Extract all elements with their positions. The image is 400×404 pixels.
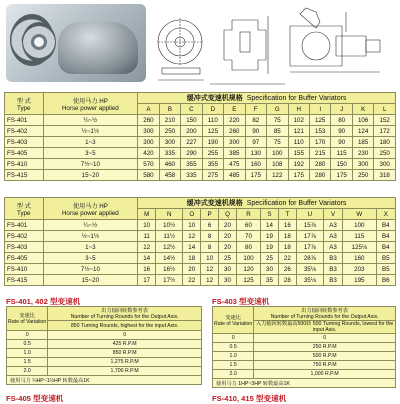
cell-value: 25 <box>261 253 279 264</box>
cell-value: 125 <box>236 275 260 286</box>
cell-value: B4 <box>376 231 395 242</box>
col-header: L <box>374 104 396 115</box>
cell-ratio: 1.0 <box>213 352 254 361</box>
col-header: B <box>159 104 180 115</box>
cell-value: 150 <box>181 115 202 126</box>
cell-ratio: 2.0 <box>7 367 48 376</box>
cell-value: 19 <box>261 242 279 253</box>
cell-value: 260 <box>224 126 245 137</box>
cell-value: B6 <box>376 275 395 286</box>
cell-ratio: 1.5 <box>213 361 254 370</box>
table-row <box>5 170 396 181</box>
cell-value: 215 <box>309 148 330 159</box>
cell-value: 255 <box>202 148 223 159</box>
cell-type: FS-401 <box>5 115 44 126</box>
cell-value: 180 <box>374 137 396 148</box>
cell-value: 80 <box>331 115 352 126</box>
turns-header: 出力轴回转数参考表 Number of Turning Rounds for the Output Axis. <box>48 307 202 321</box>
turns-row <box>7 367 202 376</box>
col-header: D <box>202 104 223 115</box>
col-header: V <box>323 209 342 220</box>
cell-value: 35 <box>261 275 279 286</box>
cell-value: 17⅞ <box>296 242 323 253</box>
cell-value: 200 <box>181 126 202 137</box>
cell-value: A3 <box>323 231 342 242</box>
table-row <box>5 137 396 148</box>
cell-value: B3 <box>323 264 342 275</box>
col-header: I <box>309 104 330 115</box>
cell-value: 12½ <box>156 242 183 253</box>
cell-value: 122 <box>267 170 288 181</box>
cell-value: 570 <box>138 159 159 170</box>
cell-value: 22 <box>278 253 296 264</box>
cell-value: 75 <box>267 115 288 126</box>
col-header: E <box>224 104 245 115</box>
section-title-fs403: FS-403 型变速机 <box>212 297 270 306</box>
cell-rpm: 500 R.P.M <box>254 352 396 361</box>
cell-hp: 7½~10 <box>43 264 138 275</box>
cell-value: B4 <box>376 220 395 231</box>
cell-value: 60 <box>236 220 260 231</box>
cell-value: 90 <box>331 126 352 137</box>
cell-value: 20 <box>219 231 237 242</box>
cell-type: FS-405 <box>5 253 44 264</box>
cell-value: 10 <box>201 253 219 264</box>
cell-value: 8 <box>201 231 219 242</box>
cell-ratio: 0 <box>213 334 254 343</box>
cell-rpm: 1,000 R.P.M <box>254 370 396 379</box>
cell-value: 30 <box>261 264 279 275</box>
cell-value: 19 <box>261 231 279 242</box>
table-body <box>5 115 396 181</box>
cell-value: 275 <box>202 170 223 181</box>
cell-value: 16 <box>138 264 156 275</box>
cell-type: FS-402 <box>5 126 44 137</box>
technical-drawing <box>150 2 396 88</box>
cell-value: 300 <box>138 137 159 148</box>
cell-rpm: 850 R.P.M <box>48 349 202 358</box>
ratio-header: 变速比 Rate of Variation <box>213 307 254 334</box>
col-header: N <box>156 209 183 220</box>
cell-hp: ½~1½ <box>43 126 138 137</box>
cell-value: 335 <box>159 148 180 159</box>
cell-value: 580 <box>138 170 159 181</box>
col-header: F <box>245 104 266 115</box>
cell-value: 203 <box>343 264 376 275</box>
col-header: C <box>181 104 202 115</box>
cell-value: 280 <box>309 170 330 181</box>
turns-row <box>7 340 202 349</box>
col-header: X <box>376 209 395 220</box>
cell-value: 17⅞ <box>296 231 323 242</box>
cell-ratio: 0.5 <box>7 340 48 349</box>
turns-row <box>213 361 396 370</box>
cell-value: 125 <box>202 126 223 137</box>
table-row <box>5 231 396 242</box>
cell-value: 15⅞ <box>296 220 323 231</box>
cell-value: 80 <box>236 242 260 253</box>
cell-value: 20 <box>219 242 237 253</box>
cell-value: 70 <box>236 231 260 242</box>
section-title-fs405: FS-405 型变速机 <box>6 394 64 403</box>
table-row <box>5 126 396 137</box>
col-header: A <box>138 104 159 115</box>
section-title-fs401-402: FS-401, 402 型变速机 <box>6 297 81 306</box>
cell-value: 18 <box>183 253 201 264</box>
cell-value: 155 <box>288 148 309 159</box>
cell-value: 125⅛ <box>343 242 376 253</box>
cell-type: FS-410 <box>5 264 44 275</box>
cell-value: 110 <box>288 137 309 148</box>
turns-row <box>213 370 396 379</box>
cell-value: B3 <box>323 253 342 264</box>
cell-value: B4 <box>376 242 395 253</box>
table-body <box>5 220 396 286</box>
cell-value: 121 <box>288 126 309 137</box>
cell-value: 12 <box>138 242 156 253</box>
col-header: Q <box>219 209 237 220</box>
cell-value: 10 <box>183 220 201 231</box>
turns-body <box>7 331 202 376</box>
cell-rpm: 0 <box>254 334 396 343</box>
cell-value: 26 <box>278 264 296 275</box>
cell-value: 190 <box>202 137 223 148</box>
cell-type: FS-410 <box>5 159 44 170</box>
cell-type: FS-401 <box>5 220 44 231</box>
col-header: G <box>267 104 288 115</box>
table-row <box>5 275 396 286</box>
cell-hp: 3~5 <box>43 148 138 159</box>
cell-value: 12 <box>201 275 219 286</box>
cell-value: 175 <box>331 170 352 181</box>
cell-value: 25 <box>219 253 237 264</box>
cell-value: 152 <box>374 115 396 126</box>
cell-hp: 7½~10 <box>43 159 138 170</box>
turns-row <box>7 358 202 367</box>
col-header: T <box>278 209 296 220</box>
cell-value: 18 <box>278 231 296 242</box>
hp-note: 使用马力 1HP~3HP 转数最高1K <box>213 379 396 388</box>
turns-table-fs403 <box>212 306 396 388</box>
cell-value: 124 <box>352 126 373 137</box>
max-header: 入力轴回转数最高500转 500 Turning Rounds, lowest for the input Axis. <box>254 321 396 334</box>
cell-value: 108 <box>267 159 288 170</box>
cell-value: 11½ <box>156 231 183 242</box>
cell-value: 195 <box>343 275 376 286</box>
cell-value: 18 <box>278 242 296 253</box>
cell-value: 260 <box>138 115 159 126</box>
cell-value: 20 <box>183 264 201 275</box>
turns-row <box>213 352 396 361</box>
cell-hp: ¼~½ <box>43 115 138 126</box>
cell-rpm: 1,275 R.P.M <box>48 358 202 367</box>
cell-hp: 3~5 <box>43 253 138 264</box>
turns-row <box>213 343 396 352</box>
cell-value: 460 <box>159 159 180 170</box>
cell-value: B5 <box>376 264 395 275</box>
cell-value: 14 <box>138 253 156 264</box>
col-header: W <box>343 209 376 220</box>
table-row <box>5 115 396 126</box>
cell-value: 300 <box>352 159 373 170</box>
col-header: S <box>261 209 279 220</box>
turns-row <box>7 331 202 340</box>
cell-value: 82 <box>245 115 266 126</box>
cell-value: 485 <box>224 170 245 181</box>
table-row <box>5 242 396 253</box>
cell-value: 14 <box>183 242 201 253</box>
cell-value: 250 <box>374 148 396 159</box>
cell-value: 458 <box>159 170 180 181</box>
cell-type: FS-405 <box>5 148 44 159</box>
cell-value: 120 <box>236 264 260 275</box>
cell-value: A3 <box>323 220 342 231</box>
col-header: O <box>183 209 201 220</box>
cell-value: 17½ <box>156 275 183 286</box>
cell-value: 10½ <box>156 220 183 231</box>
cell-value: 14½ <box>156 253 183 264</box>
cell-value: 175 <box>245 170 266 181</box>
cell-value: 35⅛ <box>296 275 323 286</box>
cell-value: 227 <box>181 137 202 148</box>
cell-value: 106 <box>352 115 373 126</box>
cell-value: 335 <box>181 170 202 181</box>
cell-value: 20 <box>219 220 237 231</box>
col-header: J <box>331 104 352 115</box>
table-title: 缓冲式变速机规格 Specification for Buffer Variators <box>138 93 396 104</box>
cell-value: 6 <box>201 220 219 231</box>
cell-rpm: 750 R.P.M <box>254 361 396 370</box>
cell-value: 125 <box>309 115 330 126</box>
cell-type: FS-415 <box>5 170 44 181</box>
cell-value: 100 <box>236 253 260 264</box>
cell-value: 10 <box>138 220 156 231</box>
cell-value: 28⅞ <box>296 253 323 264</box>
cell-value: B5 <box>376 253 395 264</box>
cell-value: 130 <box>245 148 266 159</box>
cell-rpm: 250 R.P.M <box>254 343 396 352</box>
cell-value: 90 <box>331 137 352 148</box>
cell-value: 30 <box>219 264 237 275</box>
table-row <box>5 148 396 159</box>
section-title-fs410-415: FS-410, 415 型变速机 <box>212 394 287 403</box>
cell-hp: 15~20 <box>43 170 138 181</box>
cell-ratio: 1.5 <box>7 358 48 367</box>
table-row <box>5 253 396 264</box>
cell-value: 385 <box>224 148 245 159</box>
cell-value: 115 <box>331 148 352 159</box>
cell-value: 97 <box>245 137 266 148</box>
cell-ratio: 2.0 <box>213 370 254 379</box>
cell-value: 172 <box>374 126 396 137</box>
product-photo <box>6 4 146 82</box>
cell-value: 100 <box>343 220 376 231</box>
cell-value: 185 <box>352 137 373 148</box>
cell-value: 290 <box>181 148 202 159</box>
cell-value: 22 <box>183 275 201 286</box>
cell-type: FS-415 <box>5 275 44 286</box>
col-header: R <box>236 209 260 220</box>
cell-value: 90 <box>245 126 266 137</box>
cell-ratio: 1.0 <box>7 349 48 358</box>
cell-value: 100 <box>267 148 288 159</box>
cell-value: 30 <box>219 275 237 286</box>
cell-value: 12 <box>201 264 219 275</box>
turns-row <box>7 349 202 358</box>
table-title: 缓冲式变速机规格 Specification for Buffer Variators <box>138 198 396 209</box>
turns-table-fs401-402 <box>6 306 202 385</box>
cell-value: 150 <box>331 159 352 170</box>
cell-value: 14 <box>261 220 279 231</box>
cell-value: 192 <box>288 159 309 170</box>
cell-value: 110 <box>202 115 223 126</box>
cell-value: 250 <box>159 126 180 137</box>
cell-value: 35⅛ <box>296 264 323 275</box>
cell-value: 85 <box>267 126 288 137</box>
cell-value: 75 <box>267 137 288 148</box>
ratio-header: 变速比 Rate of Variation <box>7 307 48 331</box>
cell-value: 8 <box>201 242 219 253</box>
cell-value: 115 <box>343 231 376 242</box>
table-row <box>5 220 396 231</box>
cell-value: 318 <box>374 170 396 181</box>
cell-value: 16 <box>278 220 296 231</box>
cell-value: 475 <box>224 159 245 170</box>
spec-table-a-to-l <box>4 92 396 181</box>
cell-value: 102 <box>288 115 309 126</box>
cell-rpm: 1,700 R.P.M <box>48 367 202 376</box>
col-header: P <box>201 209 219 220</box>
cell-value: 175 <box>288 170 309 181</box>
table-row <box>5 264 396 275</box>
cell-value: 300 <box>138 126 159 137</box>
col-header: U <box>296 209 323 220</box>
cell-value: 11 <box>138 231 156 242</box>
spec-table-m-to-x <box>4 197 396 286</box>
cell-value: 12 <box>183 231 201 242</box>
hp-header: 使用马力 HP Horse power applied <box>43 93 138 115</box>
cell-value: 280 <box>309 159 330 170</box>
cell-rpm: 0 <box>48 331 202 340</box>
turns-header: 出力轴回转数参考表 Number of Turning Rounds for the Output Axis. <box>254 307 396 321</box>
cell-value: 250 <box>352 170 373 181</box>
cell-ratio: 0 <box>7 331 48 340</box>
type-header: 型 式 Type <box>5 198 44 220</box>
col-header: K <box>352 104 373 115</box>
cell-value: 170 <box>309 137 330 148</box>
cell-hp: 1~3 <box>43 242 138 253</box>
cell-value: 230 <box>352 148 373 159</box>
type-header: 型 式 Type <box>5 93 44 115</box>
cell-value: 16½ <box>156 264 183 275</box>
hp-header: 使用马力 HP Horse power applied <box>43 198 138 220</box>
table-row <box>5 159 396 170</box>
cell-hp: 15~20 <box>43 275 138 286</box>
col-header: H <box>288 104 309 115</box>
cell-hp: ½~1½ <box>43 231 138 242</box>
cell-value: A3 <box>323 242 342 253</box>
cell-value: 160 <box>245 159 266 170</box>
turns-body <box>213 334 396 379</box>
cell-value: 355 <box>181 159 202 170</box>
cell-value: 28 <box>278 275 296 286</box>
cell-value: 300 <box>224 137 245 148</box>
cell-type: FS-402 <box>5 231 44 242</box>
cell-hp: 1~3 <box>43 137 138 148</box>
cell-value: 300 <box>159 137 180 148</box>
cell-value: 220 <box>224 115 245 126</box>
cell-ratio: 0.5 <box>213 343 254 352</box>
cell-type: FS-403 <box>5 242 44 253</box>
turns-row <box>213 334 396 343</box>
cell-value: 17 <box>138 275 156 286</box>
cell-value: 153 <box>309 126 330 137</box>
cell-hp: ¼~½ <box>43 220 138 231</box>
hp-note: 使用马力 ¼HP~1½HP 转数最高1K <box>7 376 202 385</box>
cell-value: 160 <box>343 253 376 264</box>
cell-value: 300 <box>374 159 396 170</box>
max-header: 850 Turning Rounds, highest for the input Axis. <box>48 321 202 331</box>
col-header: M <box>138 209 156 220</box>
cell-value: B3 <box>323 275 342 286</box>
cell-value: 355 <box>202 159 223 170</box>
cell-value: 420 <box>138 148 159 159</box>
cell-type: FS-403 <box>5 137 44 148</box>
cell-rpm: 425 R.P.M <box>48 340 202 349</box>
cell-value: 210 <box>159 115 180 126</box>
